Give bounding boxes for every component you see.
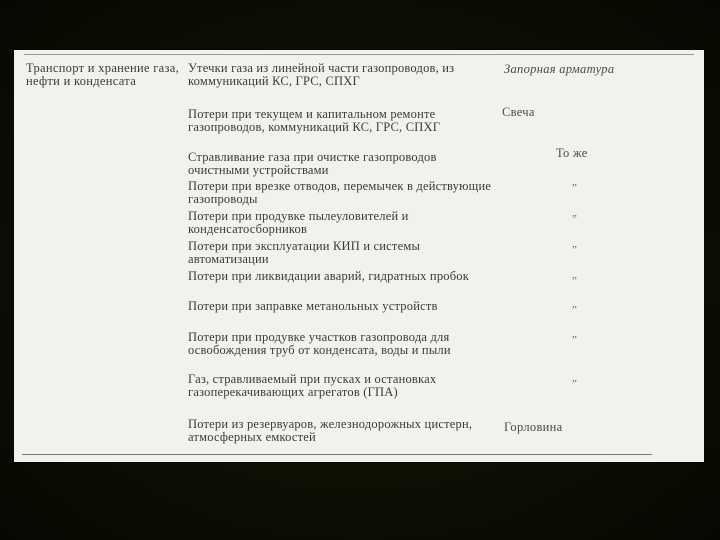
ditto-mark: „ bbox=[572, 298, 577, 310]
ditto-mark: „ bbox=[572, 328, 577, 340]
ditto-mark: „ bbox=[572, 238, 577, 250]
table-row-desc: Потери при эксплуатации КИП и системы автоматизации bbox=[188, 239, 421, 266]
table-row-desc: Потери при ликвидации аварий, гидратных пробок bbox=[188, 269, 469, 283]
table-row-source: То же bbox=[556, 146, 588, 160]
category-cell: Транспорт и хранение газа, нефти и конденсата bbox=[26, 61, 180, 88]
table-row-desc: Газ, стравливаемый при пусках и остановках газоперекачивающих агрегатов (ГПА) bbox=[188, 372, 437, 399]
ditto-mark: „ bbox=[572, 372, 577, 384]
table-row-desc: Потери из резервуаров, железнодорожных цистерн, атмосферных емкостей bbox=[188, 417, 473, 444]
ditto-mark: „ bbox=[572, 207, 577, 219]
table-row-desc: Потери при продувке пылеуловителей и конденсатосборников bbox=[188, 209, 409, 236]
table-row-desc: Утечки газа из линейной части газопроводов, из коммуникаций КС, ГРС, СПХГ bbox=[188, 61, 455, 88]
document-page bbox=[14, 50, 704, 462]
table-row-desc: Потери при заправке метанольных устройств bbox=[188, 299, 438, 313]
ditto-mark: „ bbox=[572, 269, 577, 281]
bottom-rule bbox=[22, 454, 652, 455]
table-row-source: Запорная арматура bbox=[504, 62, 615, 76]
top-rule bbox=[24, 54, 694, 55]
table-row-desc: Потери при продувке участков газопровода для освобождения труб от конденсата, воды и пыли bbox=[188, 330, 451, 357]
table-row-desc: Потери при врезке отводов, перемычек в действующие газопроводы bbox=[188, 179, 492, 206]
table-row-source: Горловина bbox=[504, 420, 563, 434]
table-row-desc: Потери при текущем и капитальном ремонте газопроводов, коммуникаций КС, ГРС, СПХГ bbox=[188, 107, 441, 134]
table-row-desc: Стравливание газа при очистке газопроводов очистными устройствами bbox=[188, 150, 437, 177]
ditto-mark: „ bbox=[572, 176, 577, 188]
table-row-source: Свеча bbox=[502, 105, 535, 119]
